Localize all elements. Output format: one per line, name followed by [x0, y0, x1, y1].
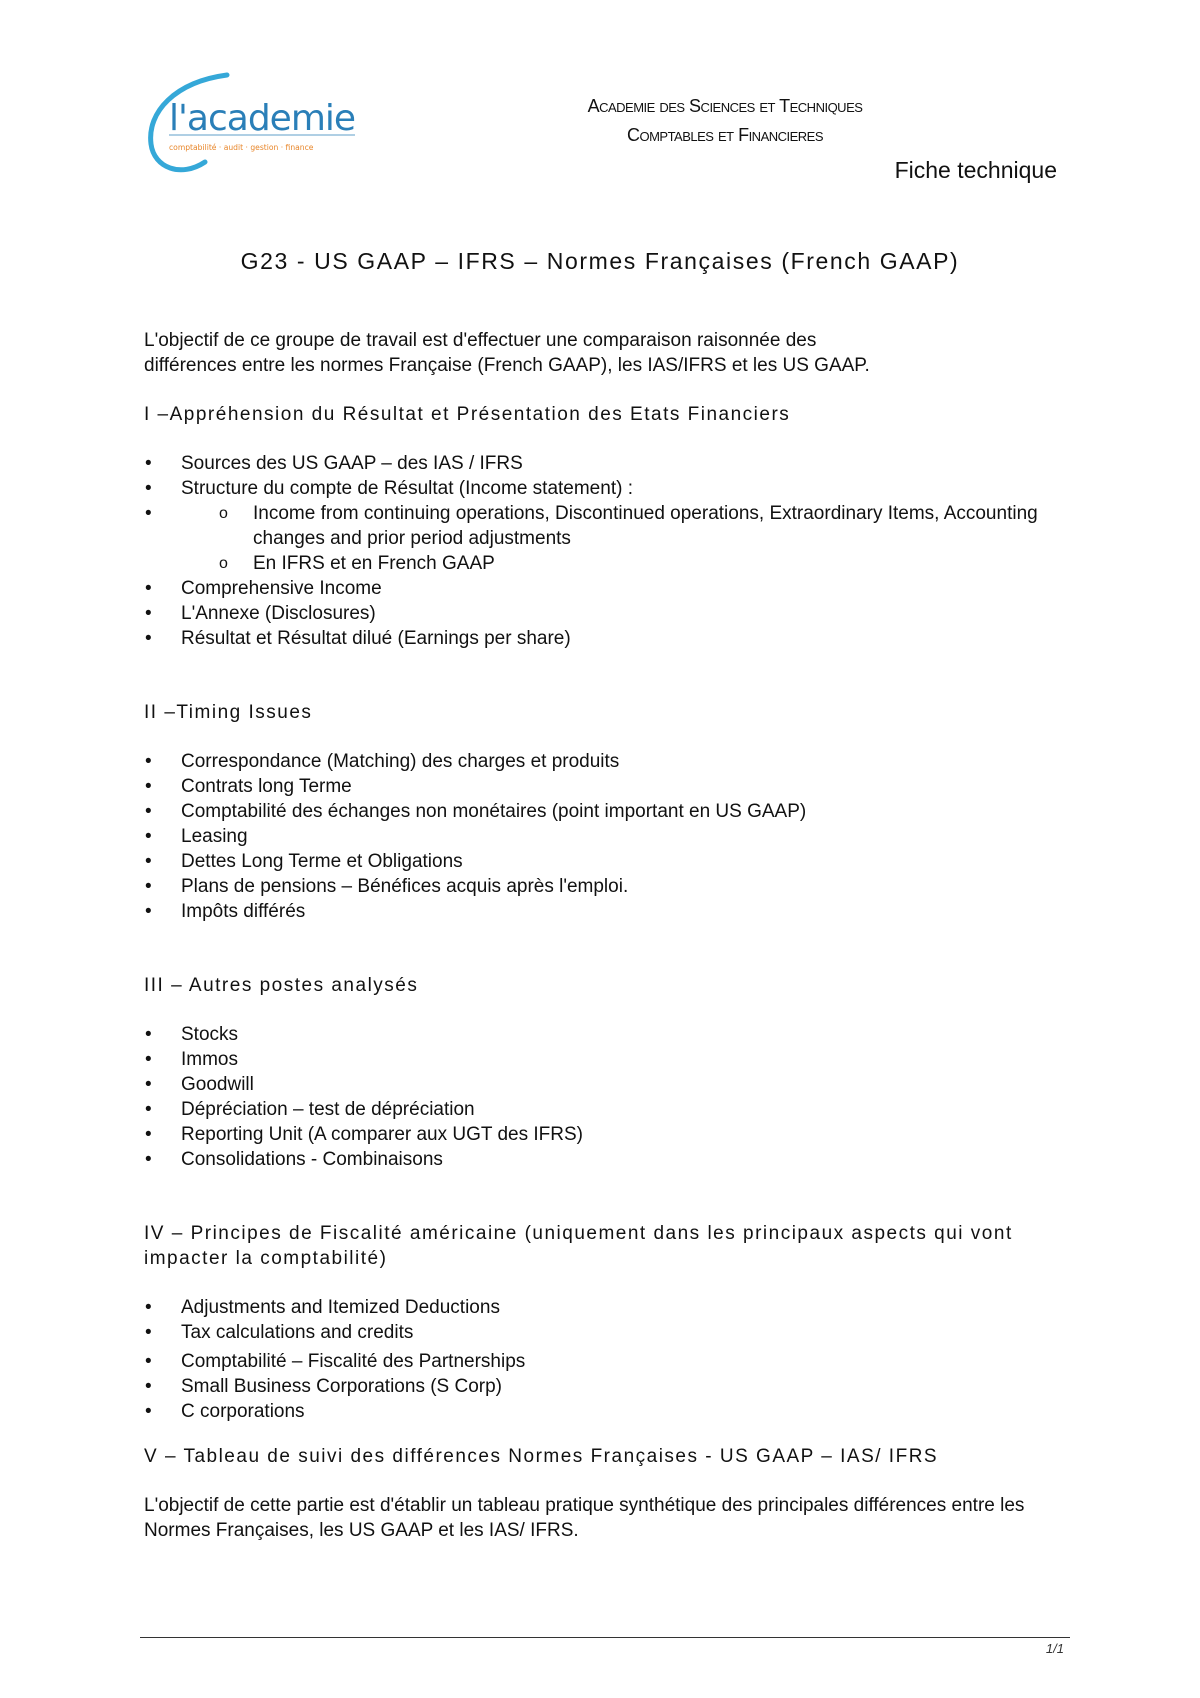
logo-wordmark: l'academie	[169, 98, 356, 139]
section-1-sublist	[144, 501, 1074, 576]
intro-line-1: L'objectif de ce groupe de travail est d'effectuer une comparaison raisonnée des	[144, 330, 817, 351]
list-item: • Sources des US GAAP – des IAS / IFRS	[144, 451, 1074, 476]
section-1-heading: I –Appréhension du Résultat et Présentation des Etats Financiers	[144, 404, 791, 425]
list-item: • L'Annexe (Disclosures)	[144, 601, 1074, 626]
section-4-heading: IV – Principes de Fiscalité américaine (uniquement dans les principaux aspects qui vont impacter la comptabilité)	[144, 1223, 1013, 1269]
logo-tagline: comptabilité · audit · gestion · finance	[169, 143, 314, 152]
list-item: • Reporting Unit (A comparer aux UGT des IFRS)	[144, 1122, 1074, 1147]
list-item: • Dettes Long Terme et Obligations	[144, 849, 1074, 874]
list-item: • Correspondance (Matching) des charges et produits	[144, 749, 1074, 774]
list-item: • Adjustments and Itemized Deductions	[144, 1295, 1074, 1320]
section-5-heading: V – Tableau de suivi des différences Normes Françaises - US GAAP – IAS/ IFRS	[144, 1446, 939, 1467]
list-item: • Tax calculations and credits	[144, 1320, 1074, 1345]
document-body	[144, 328, 1074, 1543]
academie-logo	[145, 72, 375, 190]
sub-list-container	[144, 501, 1074, 576]
sub-list-item: o • Income from continuing operations, Discontinued operations, Extraordinary Items, Accounting changes and prior period adjustments	[144, 501, 1074, 551]
organization-line-2: Comptables et Financieres	[626, 125, 824, 145]
section-2-list	[144, 749, 1074, 924]
section-3-list	[144, 1022, 1074, 1172]
organization-name	[450, 92, 1000, 150]
section-1-list	[144, 451, 1074, 651]
list-item: • Consolidations - Combinaisons	[144, 1147, 1074, 1172]
list-item: • Stocks	[144, 1022, 1074, 1047]
list-item: • Goodwill	[144, 1072, 1074, 1097]
list-item: • Comptabilité des échanges non monétaires (point important en US GAAP)	[144, 799, 1074, 824]
list-item: • Small Business Corporations (S Corp)	[144, 1374, 1074, 1399]
document-type: Fiche technique	[894, 157, 1057, 183]
list-item: • Plans de pensions – Bénéfices acquis après l'emploi.	[144, 874, 1074, 899]
list-item: • Dépréciation – test de dépréciation	[144, 1097, 1074, 1122]
list-item: • Comprehensive Income	[144, 576, 1074, 601]
list-item: • Leasing	[144, 824, 1074, 849]
list-item: • C corporations	[144, 1399, 1074, 1424]
footer-divider	[140, 1637, 1070, 1638]
section-4-list	[144, 1295, 1074, 1424]
page-number: 1/1	[1045, 1641, 1064, 1656]
section-5-paragraph: L'objectif de cette partie est d'établir un tableau pratique synthétique des principales différences entre les Normes Françaises, les US GAAP et les IAS/ IFRS.	[144, 1495, 1025, 1541]
list-item: • Comptabilité – Fiscalité des Partnerships	[144, 1349, 1074, 1374]
section-2-heading: II –Timing Issues	[144, 702, 313, 723]
list-item: • Structure du compte de Résultat (Income statement) :	[144, 476, 1074, 501]
list-item: • Résultat et Résultat dilué (Earnings per share)	[144, 626, 1074, 651]
list-item: • Immos	[144, 1047, 1074, 1072]
document-title: G23 - US GAAP – IFRS – Normes Françaises (French GAAP)	[240, 248, 960, 274]
list-item: • Impôts différés	[144, 899, 1074, 924]
list-item: • Contrats long Terme	[144, 774, 1074, 799]
sub-list-item: o En IFRS et en French GAAP	[144, 551, 1074, 576]
section-3-heading: III – Autres postes analysés	[144, 975, 419, 996]
intro-line-2: différences entre les normes Française (French GAAP), les IAS/IFRS et les US GAAP.	[144, 355, 870, 376]
organization-line-1: Academie des Sciences et Techniques	[587, 96, 863, 116]
